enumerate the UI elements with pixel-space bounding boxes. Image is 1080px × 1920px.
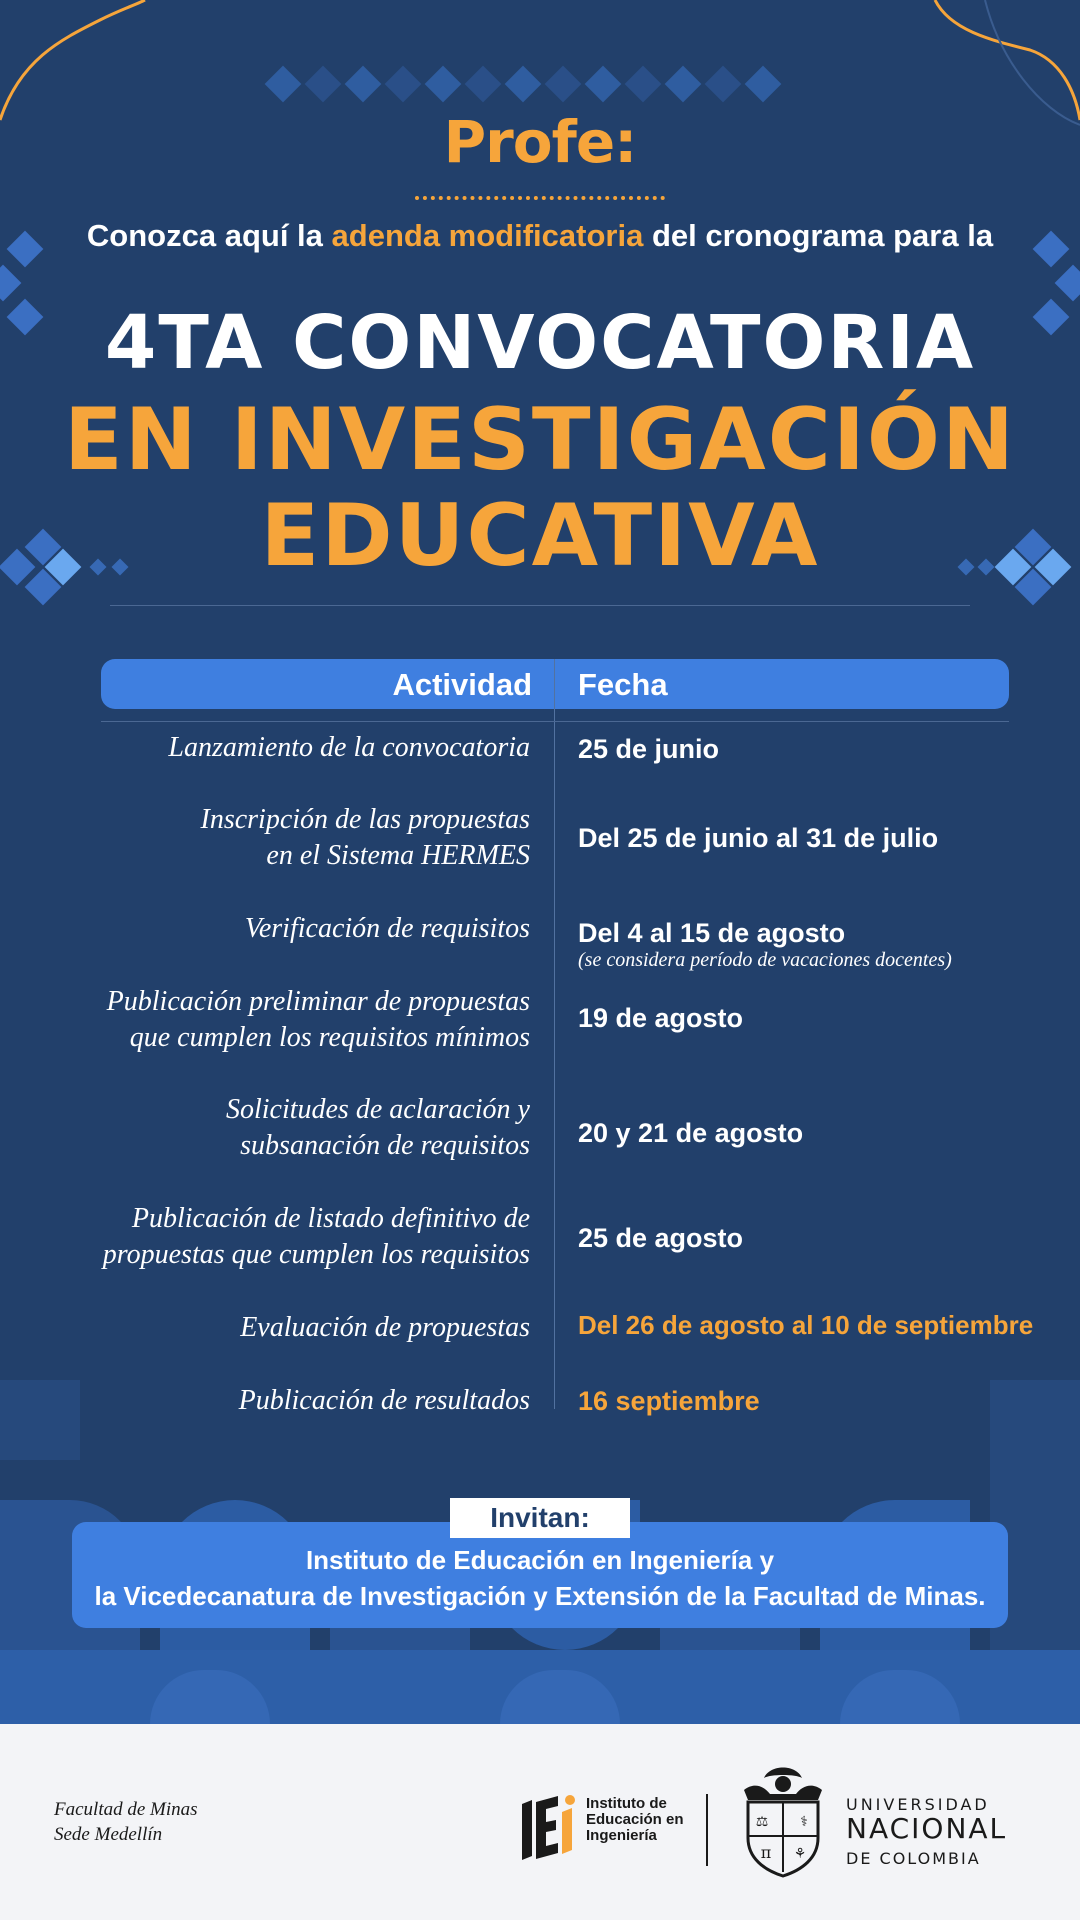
table-row-date: 25 de junio xyxy=(578,734,720,764)
date-note: (se considera período de vacaciones docentes) xyxy=(578,949,952,971)
table-row-activity xyxy=(30,911,530,947)
activity-line: Lanzamiento de la convocatoria xyxy=(168,732,530,763)
activity-line: Publicación preliminar de propuestas xyxy=(106,986,530,1017)
title-line-2: EN INVESTIGACIÓN xyxy=(64,390,1016,490)
svg-text:⚖: ⚖ xyxy=(755,1814,769,1830)
faculty-campus: Sede Medellín xyxy=(54,1824,163,1845)
table-row-date: 20 y 21 de agosto xyxy=(578,1118,804,1148)
table-header-bar xyxy=(101,659,1009,709)
title-lines-2-3 xyxy=(0,392,1080,584)
table-row-date: Del 4 al 15 de agosto xyxy=(578,918,846,948)
activity-line: subsanación de requisitos xyxy=(240,1130,530,1161)
greeting-heading: Profe: xyxy=(443,108,637,176)
faculty-credit xyxy=(54,1797,198,1847)
activity-line: Publicación de resultados xyxy=(238,1385,530,1416)
header-row-divider xyxy=(101,721,1009,722)
svg-text:⚕: ⚕ xyxy=(800,1814,808,1830)
activity-line: Verificación de requisitos xyxy=(244,913,530,944)
invitation-line: la Vicedecanatura de Investigación y Extensión de la Facultad de Minas. xyxy=(94,1581,986,1611)
table-row-activity xyxy=(30,1310,530,1346)
diamond-row-decoration xyxy=(260,64,820,104)
activity-line: Inscripción de las propuestas xyxy=(200,804,530,835)
activity-line: Publicación de listado definitivo de xyxy=(131,1203,530,1234)
title-line-1: 4TA CONVOCATORIA xyxy=(104,300,976,386)
activity-line: Solicitudes de aclaración y xyxy=(225,1094,530,1125)
iei-name-line: Instituto de xyxy=(586,1795,667,1812)
activity-line: que cumplen los requisitos mínimos xyxy=(129,1022,530,1053)
iei-logo-icon xyxy=(518,1794,580,1864)
iei-name xyxy=(586,1796,684,1844)
intro-after: del cronograma para la xyxy=(643,218,994,253)
table-row-activity xyxy=(30,1201,530,1273)
activity-line: en el Sistema HERMES xyxy=(266,840,530,871)
activity-line: Evaluación de propuestas xyxy=(240,1312,530,1343)
table-row-date: Del 26 de agosto al 10 de septiembre xyxy=(578,1310,1034,1340)
table-row-activity xyxy=(30,730,530,766)
university-name-line: UNIVERSIDAD xyxy=(846,1795,990,1814)
table-row-activity xyxy=(30,802,530,874)
invitation-line: Instituto de Educación en Ingeniería y xyxy=(305,1545,775,1575)
table-row-date: 19 de agosto xyxy=(578,1003,744,1033)
svg-text:⚘: ⚘ xyxy=(793,1846,807,1862)
footer-divider xyxy=(706,1794,708,1866)
table-row-date: 25 de agosto xyxy=(578,1223,744,1253)
table-row-date: Del 25 de junio al 31 de julio xyxy=(578,823,939,853)
iei-name-line: Ingeniería xyxy=(586,1827,657,1844)
table-row-activity xyxy=(30,984,530,1056)
column-divider xyxy=(554,659,555,1409)
invitation-text xyxy=(72,1542,1008,1614)
column-header-date: Fecha xyxy=(578,667,668,702)
activity-line: propuestas que cumplen los requisitos xyxy=(102,1239,530,1270)
university-name-line: DE COLOMBIA xyxy=(846,1849,981,1868)
intro-text xyxy=(0,218,1080,254)
invitation-label: Invitan: xyxy=(450,1498,630,1538)
header-divider xyxy=(110,605,970,606)
university-name-main: NACIONAL xyxy=(846,1812,1008,1845)
column-header-activity: Actividad xyxy=(392,667,532,702)
dotted-divider xyxy=(415,196,665,200)
university-seal-icon xyxy=(734,1760,832,1880)
table-row-activity xyxy=(30,1092,530,1164)
intro-before: Conozca aquí la xyxy=(86,218,332,253)
table-row-activity xyxy=(30,1383,530,1419)
intro-highlight: adenda modificatoria xyxy=(331,218,644,253)
iei-name-line: Educación en xyxy=(586,1811,684,1828)
svg-text:π: π xyxy=(760,1843,772,1862)
table-row-date: 16 septiembre xyxy=(578,1386,760,1416)
title-line-3: EDUCATIVA xyxy=(260,486,820,586)
faculty-name: Facultad de Minas xyxy=(54,1799,198,1820)
